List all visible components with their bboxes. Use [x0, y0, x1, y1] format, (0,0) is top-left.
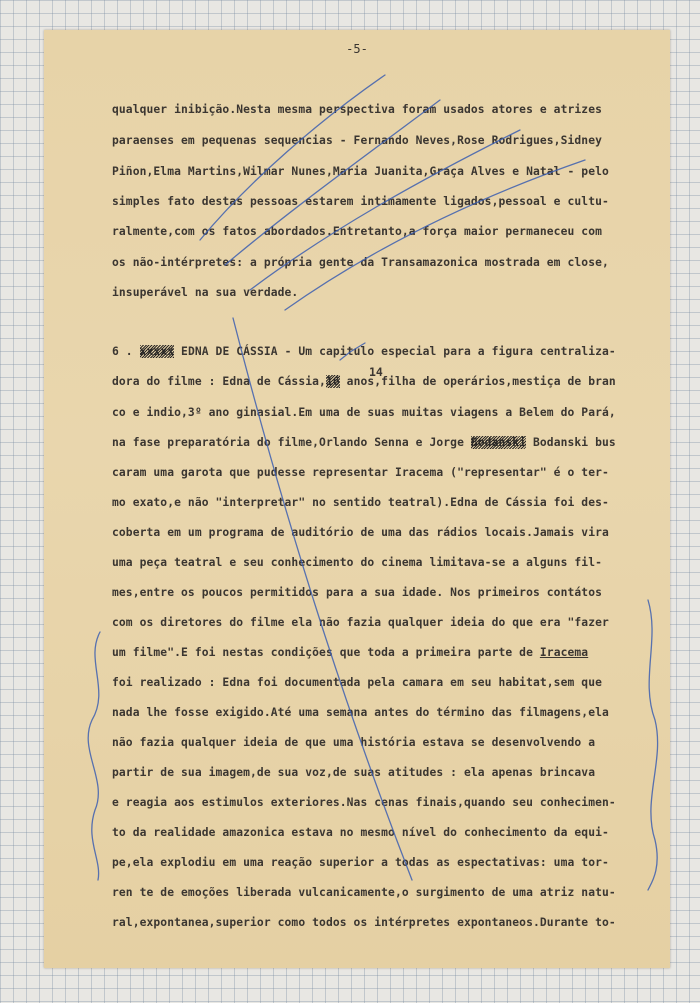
page-number: -5-: [346, 42, 368, 56]
struck-word: xxxxx: [139, 345, 175, 358]
text-line: na fase preparatória do filme,Orlando Senna e Jorge Bodanski Bodanski bus: [112, 436, 616, 449]
film-title-iracema: Iracema: [539, 646, 589, 659]
heading-text: EDNA DE CÁSSIA - Um capitulo especial para a figura centraliza-: [181, 345, 616, 358]
text-line: nada lhe fosse exigido.Até uma semana antes do término das filmagens,ela: [112, 706, 609, 719]
text-line: partir de sua imagem,de sua voz,de suas atitudes : ela apenas brincava: [112, 766, 596, 779]
text-line: mo exato,e não "interpretar" no sentido teatral).Edna de Cássia foi des-: [112, 496, 609, 509]
text-line: uma peça teatral e seu conhecimento do cinema limitava-se a alguns fil-: [112, 556, 602, 569]
text-line: os não-intérpretes: a própria gente da Transamazonica mostrada em close,: [112, 256, 609, 269]
text-line: com os diretores do filme ela não fazia qualquer ideia do que era "fazer: [112, 616, 609, 629]
text-line: caram uma garota que pudesse representar Iracema ("representar" é o ter-: [112, 466, 609, 479]
text-line: mes,entre os poucos permitidos para a sua idade. Nos primeiros contátos: [112, 586, 602, 599]
text-line: foi realizado : Edna foi documentada pela camara em seu habitat,sem que: [112, 676, 602, 689]
text-line: um filme".E foi nestas condições que toda a primeira parte de Iracema: [112, 646, 589, 659]
text-line: dora do filme : Edna de Cássia,16 anos,filha de operários,mestiça de bran: [112, 375, 616, 388]
struck-name: Bodanski: [470, 436, 527, 449]
text-line: to da realidade amazonica estava no mesmo nível do conhecimento da equi-: [112, 826, 609, 839]
handwritten-age-correction: 14: [369, 365, 383, 379]
struck-age: 16: [325, 375, 340, 388]
section-number: 6 .: [112, 345, 133, 358]
text-line: qualquer inibição.Nesta mesma perspectiva foram usados atores e atrizes: [112, 103, 602, 116]
text-line: paraenses em pequenas sequencias - Fernando Neves,Rose Rodrigues,Sidney: [112, 134, 602, 147]
text-line: simples fato destas pessoas estarem intimamente ligados,pessoal e cultu-: [112, 195, 609, 208]
text-line: pe,ela explodiu em uma reação superior a todas as espectativas: uma tor-: [112, 856, 609, 869]
text-line: ralmente,com os fatos abordados.Entretanto,a força maior permaneceu com: [112, 225, 602, 238]
text-line: coberta em um programa de auditório de uma das rádios locais.Jamais vira: [112, 526, 609, 539]
text-line: não fazia qualquer ideia de que uma história estava se desenvolvendo a: [112, 736, 596, 749]
text-line: Piñon,Elma Martins,Wilmar Nunes,Maria Juanita,Graça Alves e Natal - pelo: [112, 165, 609, 178]
text-line: ren te de emoções liberada vulcanicamente,o surgimento de uma atriz natu-: [112, 886, 616, 899]
section-heading: [112, 345, 616, 358]
text-line: e reagia aos estimulos exteriores.Nas cenas finais,quando seu conhecimen-: [112, 796, 616, 809]
text-line: co e indio,3º ano ginasial.Em uma de suas muitas viagens a Belem do Pará,: [112, 406, 616, 419]
typewritten-page: [44, 30, 670, 968]
text-line: insuperável na sua verdade.: [112, 286, 299, 299]
text-line: ral,expontanea,superior como todos os intérpretes expontaneos.Durante to-: [112, 916, 616, 929]
